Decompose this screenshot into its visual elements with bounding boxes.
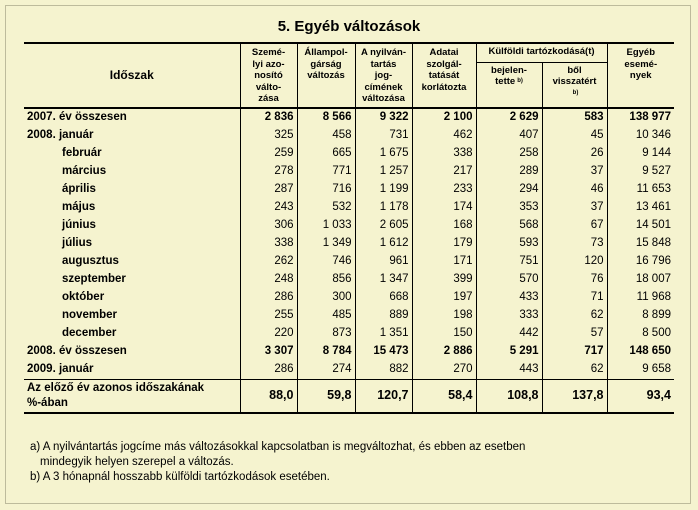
table-cell: 18 007	[607, 271, 674, 289]
header-foreign-stay: Külföldi tartózkodásá(t)	[476, 43, 607, 62]
table-row	[24, 343, 674, 361]
footnotes	[30, 440, 525, 485]
table-cell: 399	[412, 271, 476, 289]
row-label: június	[62, 218, 96, 231]
table-row	[24, 235, 674, 253]
table-cell: 338	[412, 145, 476, 163]
row-label: Az előző év azonos időszakának %-ában	[24, 379, 240, 413]
table-cell: 1 347	[355, 271, 412, 289]
row-label: július	[62, 236, 93, 249]
table-cell: 15 473	[355, 343, 412, 361]
table-cell: 1 675	[355, 145, 412, 163]
table-cell: 58,4	[412, 379, 476, 413]
table-cell: 67	[542, 217, 607, 235]
table-cell: 3 307	[240, 343, 297, 361]
table-cell: 8 566	[297, 108, 355, 127]
footnote-a: a) A nyilvántartás jogcíme más változásokkal kapcsolatban is megváltozhat, és ebben az esetben	[30, 441, 526, 453]
table-cell: 120	[542, 253, 607, 271]
table-cell: 150	[412, 325, 476, 343]
table-cell: 108,8	[476, 379, 542, 413]
table-row	[24, 181, 674, 199]
table-cell: 353	[476, 199, 542, 217]
table-cell: 568	[476, 217, 542, 235]
table-cell: 9 658	[607, 361, 674, 380]
table-cell: 294	[476, 181, 542, 199]
table-cell: 443	[476, 361, 542, 380]
table-cell: 462	[412, 127, 476, 145]
table-cell: 258	[476, 145, 542, 163]
table-cell: 338	[240, 235, 297, 253]
table-row	[24, 289, 674, 307]
row-label: 2008. január	[27, 128, 94, 141]
table-cell: 14 501	[607, 217, 674, 235]
table-cell: 2 886	[412, 343, 476, 361]
row-label: augusztus	[62, 254, 119, 267]
table-cell: 286	[240, 361, 297, 380]
table-cell: 1 349	[297, 235, 355, 253]
table-cell: 2 836	[240, 108, 297, 127]
table-cell: 1 199	[355, 181, 412, 199]
table-cell: 278	[240, 163, 297, 181]
header-other-events: Egyéb esemé- nyek	[607, 43, 674, 108]
table-cell: 1 257	[355, 163, 412, 181]
table-cell: 233	[412, 181, 476, 199]
table-cell: 259	[240, 145, 297, 163]
table-cell: 333	[476, 307, 542, 325]
table-cell: 37	[542, 163, 607, 181]
table-cell: 148 650	[607, 343, 674, 361]
table-cell: 16 796	[607, 253, 674, 271]
header-registration-title: A nyilván- tartás jog- címének változása	[355, 43, 412, 108]
table-cell: 217	[412, 163, 476, 181]
table-cell: 889	[355, 307, 412, 325]
row-label: február	[62, 146, 102, 159]
table-cell: 9 527	[607, 163, 674, 181]
table-cell: 485	[297, 307, 355, 325]
header-data-restriction: Adatai szolgál- tatását korlátozta	[412, 43, 476, 108]
table-row	[24, 163, 674, 181]
table-cell: 1 351	[355, 325, 412, 343]
table-cell: 168	[412, 217, 476, 235]
table-cell: 45	[542, 127, 607, 145]
table-cell: 274	[297, 361, 355, 380]
table-cell: 8 784	[297, 343, 355, 361]
table-cell: 532	[297, 199, 355, 217]
header-citizenship: Állampol- gárság változás	[297, 43, 355, 108]
table-cell: 138 977	[607, 108, 674, 127]
header-personal-id: Szemé- lyi azo- nosító válto- zása	[240, 43, 297, 108]
table-cell: 171	[412, 253, 476, 271]
table-cell: 57	[542, 325, 607, 343]
table-cell: 8 500	[607, 325, 674, 343]
row-label: május	[62, 200, 96, 213]
table-cell: 46	[542, 181, 607, 199]
table-cell: 197	[412, 289, 476, 307]
table-cell: 5 291	[476, 343, 542, 361]
table-cell: 220	[240, 325, 297, 343]
table-row	[24, 199, 674, 217]
table-cell: 198	[412, 307, 476, 325]
table-row	[24, 108, 674, 127]
table-row-previous-year	[24, 379, 674, 413]
table-cell: 668	[355, 289, 412, 307]
table-cell: 59,8	[297, 379, 355, 413]
table-cell: 13 461	[607, 199, 674, 217]
table-body	[24, 108, 674, 380]
table-cell: 8 899	[607, 307, 674, 325]
table-row	[24, 217, 674, 235]
statistics-table	[24, 42, 674, 414]
table-cell: 62	[542, 361, 607, 380]
table-row	[24, 361, 674, 380]
table-cell: 593	[476, 235, 542, 253]
table-cell: 11 653	[607, 181, 674, 199]
header-period: Időszak	[24, 43, 240, 108]
table-cell: 243	[240, 199, 297, 217]
table-cell: 255	[240, 307, 297, 325]
row-label: december	[62, 326, 117, 339]
table-cell: 873	[297, 325, 355, 343]
table-cell: 856	[297, 271, 355, 289]
table-cell: 262	[240, 253, 297, 271]
table-cell: 2 100	[412, 108, 476, 127]
header-returned: ből visszatért $^{b)}$	[542, 62, 607, 107]
table-cell: 15 848	[607, 235, 674, 253]
footnote-b: b) A 3 hónapnál hosszabb külföldi tartózkodások esetében.	[30, 471, 330, 483]
table-cell: 2 605	[355, 217, 412, 235]
row-label: november	[62, 308, 117, 321]
row-label: április	[62, 182, 96, 195]
table-cell: 751	[476, 253, 542, 271]
table-cell: 746	[297, 253, 355, 271]
table-cell: 286	[240, 289, 297, 307]
table-cell: 433	[476, 289, 542, 307]
table-cell: 62	[542, 307, 607, 325]
table-cell: 76	[542, 271, 607, 289]
table-cell: 961	[355, 253, 412, 271]
table-row	[24, 271, 674, 289]
table-cell: 120,7	[355, 379, 412, 413]
table-cell: 26	[542, 145, 607, 163]
table-cell: 716	[297, 181, 355, 199]
table-cell: 442	[476, 325, 542, 343]
table-cell: 137,8	[542, 379, 607, 413]
table-cell: 583	[542, 108, 607, 127]
table-cell: 287	[240, 181, 297, 199]
table-row	[24, 253, 674, 271]
header-reported: bejelen- tette $^{b)}$	[476, 62, 542, 107]
table-cell: 93,4	[607, 379, 674, 413]
table-cell: 325	[240, 127, 297, 145]
table-cell: 407	[476, 127, 542, 145]
table-cell: 306	[240, 217, 297, 235]
table-cell: 1 033	[297, 217, 355, 235]
footnote-a-cont: mindegyik helyen szerepel a változás.	[40, 456, 234, 468]
row-label: 2007. év összesen	[24, 108, 240, 127]
table-row	[24, 307, 674, 325]
table-cell: 1 612	[355, 235, 412, 253]
row-label: 2008. év összesen	[27, 344, 127, 357]
table-cell: 1 178	[355, 199, 412, 217]
table-cell: 174	[412, 199, 476, 217]
table-cell: 9 144	[607, 145, 674, 163]
table-cell: 248	[240, 271, 297, 289]
row-label: március	[62, 164, 107, 177]
row-label: szeptember	[62, 272, 126, 285]
table-cell: 665	[297, 145, 355, 163]
table-cell: 771	[297, 163, 355, 181]
table-row	[24, 325, 674, 343]
table-cell: 179	[412, 235, 476, 253]
table-cell: 717	[542, 343, 607, 361]
table-cell: 289	[476, 163, 542, 181]
table-cell: 270	[412, 361, 476, 380]
table-cell: 10 346	[607, 127, 674, 145]
table-cell: 731	[355, 127, 412, 145]
table-title: 5. Egyéb változások	[277, 18, 421, 35]
table-cell: 71	[542, 289, 607, 307]
row-label: október	[62, 290, 105, 303]
table-cell: 88,0	[240, 379, 297, 413]
table-cell: 37	[542, 199, 607, 217]
table-cell: 2 629	[476, 108, 542, 127]
table-cell: 458	[297, 127, 355, 145]
table-cell: 73	[542, 235, 607, 253]
table-cell: 11 968	[607, 289, 674, 307]
table-cell: 300	[297, 289, 355, 307]
table-cell: 882	[355, 361, 412, 380]
table-row	[24, 127, 674, 145]
table-cell: 9 322	[355, 108, 412, 127]
table-row	[24, 145, 674, 163]
table-cell: 570	[476, 271, 542, 289]
row-label: 2009. január	[27, 362, 94, 375]
